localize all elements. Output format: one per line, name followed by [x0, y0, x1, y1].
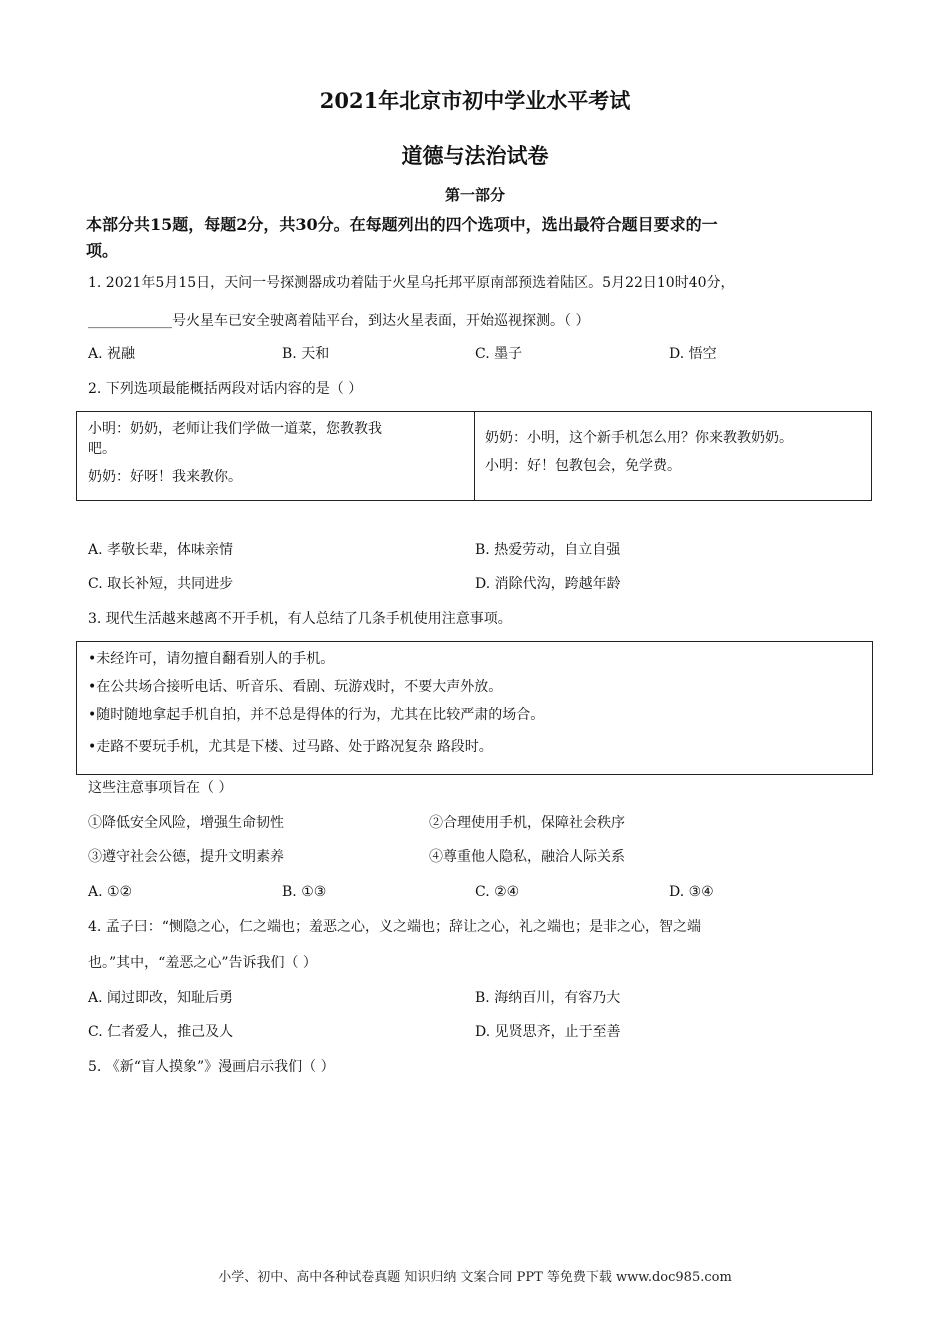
q3-choice-3: ③遵守社会公德，提升文明素养 [88, 849, 284, 865]
q1-option-b: B. 天和 [282, 346, 330, 362]
q2-right-line-2: 小明：好！包教包会，免学费。 [485, 458, 681, 474]
q4-option-c: C. 仁者爱人，推己及人 [88, 1024, 234, 1040]
q3-option-a: A. ①② [88, 884, 133, 900]
q3-choice-1: ①降低安全风险，增强生命韧性 [88, 815, 284, 831]
exam-subtitle: 道德与法治试卷 [401, 143, 549, 168]
q4-option-d: D. 见贤思齐，止于至善 [475, 1024, 621, 1040]
q2-right-line-1: 奶奶：小明，这个新手机怎么用？你来教教奶奶。 [485, 430, 793, 446]
q3-choice-4: ④尊重他人隐私，融洽人际关系 [429, 849, 625, 865]
q4-option-a: A. 闻过即改，知耻后勇 [88, 990, 234, 1006]
q2-left-line-1: 小明：奶奶，老师让我们学做一道菜，您教教我 [88, 421, 382, 437]
q2-option-b: B. 热爱劳动，自立自强 [475, 542, 621, 558]
section-heading: 第一部分 [444, 186, 505, 204]
instructions-line-1: 本部分共15题，每题2分，共30分。在每题列出的四个选项中，选出最符合题目要求的一 [86, 215, 718, 234]
q2-left-line-2: 吧。 [88, 441, 116, 457]
q4-stem-line-1: 4. 孟子曰：“恻隐之心，仁之端也；羞恶之心，义之端也；辞让之心，礼之端也；是非之心，智之端 [88, 919, 701, 935]
q3-option-c: C. ②④ [475, 884, 520, 900]
q4-option-b: B. 海纳百川，有容乃大 [475, 990, 621, 1006]
q1-stem-line-2: ____________号火星车已安全驶离着陆平台，到达火星表面，开始巡视探测。（ ） [88, 313, 590, 329]
q1-option-d: D. 悟空 [669, 346, 717, 362]
q2-left-line-3: 奶奶：好呀！我来教你。 [88, 469, 242, 485]
q2-table-divider [474, 411, 475, 501]
q1-option-c: C. 墨子 [475, 346, 523, 362]
q2-option-a: A. 孝敬长辈，体味亲情 [88, 542, 234, 558]
q3-followup: 这些注意事项旨在（ ） [88, 780, 233, 796]
q3-notice-item-3: •随时随地拿起手机自拍，并不总是得体的行为，尤其在比较严肃的场合。 [88, 707, 545, 723]
q3-stem: 3. 现代生活越来越离不开手机，有人总结了几条手机使用注意事项。 [88, 611, 512, 627]
exam-title: 2021年北京市初中学业水平考试 [319, 88, 631, 113]
q2-option-c: C. 取长补短，共同进步 [88, 576, 234, 592]
q5-stem: 5. 《新“盲人摸象”》漫画启示我们（ ） [88, 1059, 335, 1075]
q1-option-a: A. 祝融 [88, 346, 136, 362]
q3-notice-item-4: •走路不要玩手机，尤其是下楼、过马路、处于路况复杂 路段时。 [88, 739, 493, 755]
q3-option-b: B. ①③ [282, 884, 327, 900]
q3-choice-2: ②合理使用手机，保障社会秩序 [429, 815, 625, 831]
q2-stem: 2. 下列选项最能概括两段对话内容的是（ ） [88, 381, 363, 397]
q1-stem-line-1: 1. 2021年5月15日，天问一号探测器成功着陆于火星乌托邦平原南部预选着陆区。5月22日10时40分， [88, 275, 735, 291]
q2-option-d: D. 消除代沟，跨越年龄 [475, 576, 621, 592]
instructions-line-2: 项。 [86, 241, 119, 260]
page-footer: 小学、初中、高中各种试卷真题 知识归纳 文案合同 PPT 等免费下载 www.doc985.com [218, 1270, 732, 1285]
q3-notice-item-2: •在公共场合接听电话、听音乐、看剧、玩游戏时，不要大声外放。 [88, 679, 503, 695]
q3-notice-item-1: •未经许可，请勿擅自翻看别人的手机。 [88, 651, 335, 667]
q4-stem-line-2: 也。”其中，“羞恶之心”告诉我们（ ） [88, 955, 317, 971]
q3-option-d: D. ③④ [669, 884, 714, 900]
